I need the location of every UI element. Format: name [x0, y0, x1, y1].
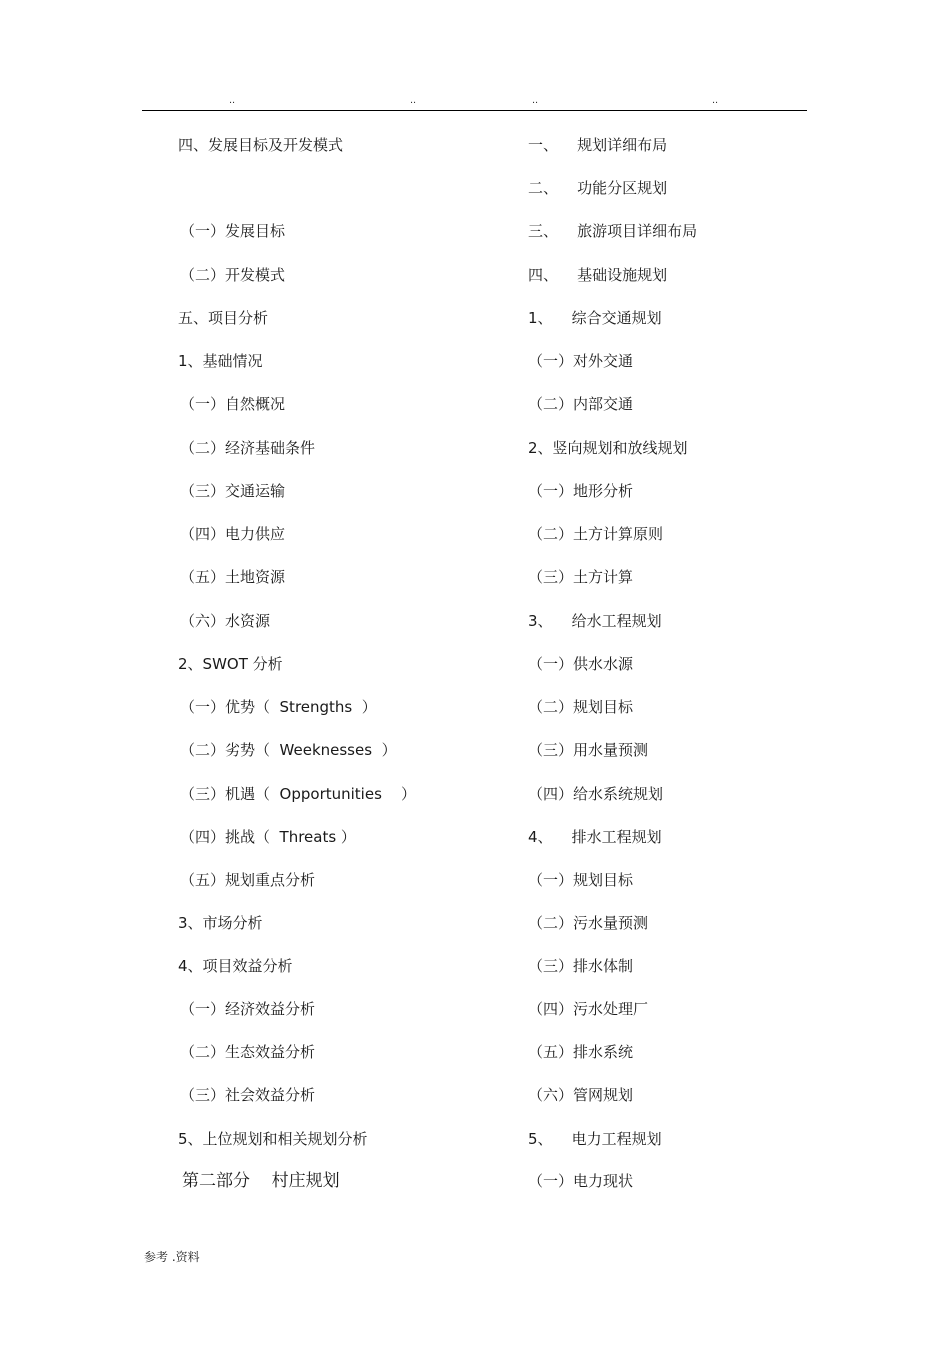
toc-entry: 3、市场分析 [178, 914, 263, 932]
toc-entry: 1、基础情况 [178, 352, 263, 370]
toc-entry: （五）排水系统 [528, 1043, 634, 1061]
toc-entry: 4、项目效益分析 [178, 957, 293, 975]
toc-entry: （二）规划目标 [528, 698, 634, 716]
toc-entry: （三）土方计算 [528, 568, 634, 586]
toc-entry: （三）用水量预测 [528, 741, 649, 759]
toc-entry: （一）规划目标 [528, 871, 634, 889]
toc-entry: （三）交通运输 [180, 482, 286, 500]
page-footer: 参考 .资料 [144, 1250, 200, 1264]
toc-entry: （一）经济效益分析 [180, 1000, 316, 1018]
toc-entry: （三）社会效益分析 [180, 1086, 316, 1104]
toc-entry: （四）污水处理厂 [528, 1000, 649, 1018]
toc-entry: （四）给水系统规划 [528, 785, 664, 803]
toc-entry: 5、 电力工程规划 [528, 1130, 662, 1148]
header-mark: .. [410, 94, 417, 106]
header-mark: .. [712, 94, 719, 106]
toc-entry: （一）供水水源 [528, 655, 634, 673]
toc-entry: （一）发展目标 [180, 222, 286, 240]
toc-entry: 2、SWOT 分析 [178, 655, 283, 673]
toc-entry: 二、 功能分区规划 [528, 179, 668, 197]
toc-entry: （二）劣势（ Weeknesses ） [180, 741, 397, 759]
toc-entry: （五）土地资源 [180, 568, 286, 586]
toc-entry: （四）电力供应 [180, 525, 286, 543]
toc-entry: （三）排水体制 [528, 957, 634, 975]
toc-entry: （四）挑战（ Threats ） [180, 828, 356, 846]
toc-entry: （五）规划重点分析 [180, 871, 316, 889]
toc-entry: （一）自然概况 [180, 395, 286, 413]
toc-entry: 第二部分 村庄规划 [182, 1171, 340, 1191]
toc-entry: （六）管网规划 [528, 1086, 634, 1104]
toc-entry: （六）水资源 [180, 612, 271, 630]
toc-entry: （二）开发模式 [180, 266, 286, 284]
header-mark: .. [532, 94, 539, 106]
toc-entry: 4、 排水工程规划 [528, 828, 662, 846]
toc-entry: （二）土方计算原则 [528, 525, 664, 543]
header-mark: .. [229, 94, 236, 106]
toc-entry: 四、 基础设施规划 [528, 266, 668, 284]
toc-entry: 五、项目分析 [178, 309, 269, 327]
toc-entry: （一）优势（ Strengths ） [180, 698, 377, 716]
toc-entry: （三）机遇（ Opportunities ） [180, 785, 416, 803]
toc-entry: 一、 规划详细布局 [528, 136, 668, 154]
toc-entry: 三、 旅游项目详细布局 [528, 222, 698, 240]
toc-entry: （二）污水量预测 [528, 914, 649, 932]
toc-entry: 2、竖向规划和放线规划 [528, 439, 688, 457]
toc-entry: 5、上位规划和相关规划分析 [178, 1130, 368, 1148]
toc-entry: （二）经济基础条件 [180, 439, 316, 457]
toc-entry: （二）生态效益分析 [180, 1043, 316, 1061]
toc-entry: 1、 综合交通规划 [528, 309, 662, 327]
toc-entry: （二）内部交通 [528, 395, 634, 413]
toc-entry: 3、 给水工程规划 [528, 612, 662, 630]
toc-entry: （一）对外交通 [528, 352, 634, 370]
header-divider [142, 110, 807, 111]
toc-entry: （一）电力现状 [528, 1172, 634, 1190]
page-header [0, 92, 950, 108]
toc-entry: （一）地形分析 [528, 482, 634, 500]
toc-entry: 四、发展目标及开发模式 [178, 136, 344, 154]
